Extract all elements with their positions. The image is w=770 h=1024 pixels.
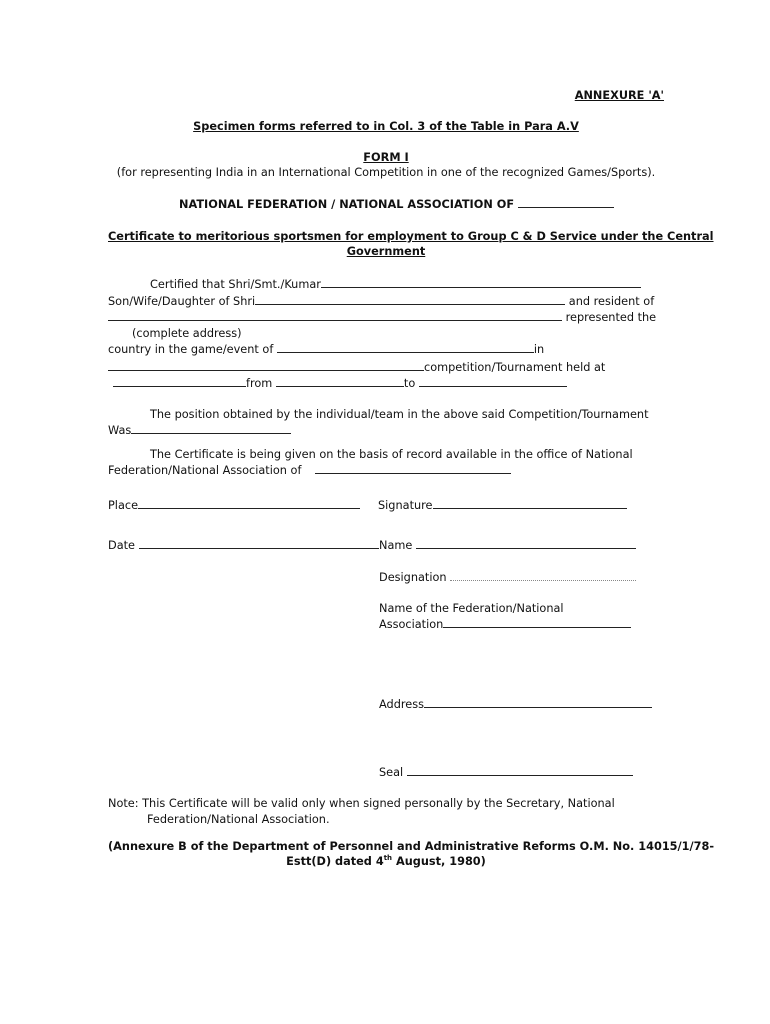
designation-line bbox=[379, 570, 636, 585]
country-line bbox=[108, 342, 544, 357]
form-subtitle: (for representing India in an International Competition in one of the recognized Games/Sports). bbox=[116, 166, 656, 179]
note-line1: Note: This Certificate will be valid only when signed personally by the Secretary, National bbox=[108, 797, 615, 810]
name-blank bbox=[416, 538, 636, 549]
date-line bbox=[108, 538, 379, 553]
federation-of-line bbox=[108, 463, 511, 478]
cert-given-text: The Certificate is being given on the basis of record available in the office of National bbox=[150, 448, 633, 461]
certificate-title-line1: Certificate to meritorious sportsmen for employment to Group C & D Service under the Central bbox=[108, 230, 714, 243]
seal-line bbox=[379, 765, 633, 780]
address-sign-blank bbox=[424, 697, 652, 708]
venue-blank bbox=[113, 376, 246, 387]
address-blank bbox=[108, 310, 562, 321]
position-text: The position obtained by the individual/team in the above said Competition/Tournament bbox=[150, 408, 649, 421]
designation-label: Designation bbox=[379, 571, 447, 584]
signature-line bbox=[378, 498, 627, 513]
address-sign-line bbox=[379, 697, 652, 712]
annexure-label: ANNEXURE 'A' bbox=[574, 89, 664, 102]
designation-blank bbox=[450, 570, 636, 581]
competition-label: competition/Tournament held at bbox=[424, 361, 606, 374]
reference-line1: (Annexure B of the Department of Personnel and Administrative Reforms O.M. No. 14015/1/78- bbox=[108, 840, 715, 853]
address-line bbox=[108, 310, 656, 325]
name-label: Name bbox=[379, 539, 413, 552]
form-title: FORM I bbox=[363, 151, 409, 164]
federation-heading bbox=[179, 197, 614, 212]
to-label: to bbox=[403, 377, 416, 390]
country-label: country in the game/event of bbox=[108, 343, 274, 356]
reference-date-suffix: th bbox=[383, 854, 393, 863]
parent-name-blank bbox=[255, 294, 565, 305]
son-of-line bbox=[108, 294, 654, 309]
date-blank bbox=[139, 538, 379, 549]
son-of-label: Son/Wife/Daughter of Shri bbox=[108, 295, 256, 308]
note-line2: Federation/National Association. bbox=[147, 813, 330, 826]
competition-blank bbox=[108, 360, 424, 371]
address-hint: (complete address) bbox=[132, 327, 242, 340]
address-sign-label: Address bbox=[379, 698, 424, 711]
date-label: Date bbox=[108, 539, 136, 552]
seal-blank bbox=[407, 765, 633, 776]
fed-name-line2 bbox=[379, 617, 631, 632]
fed-name-blank bbox=[443, 617, 631, 628]
was-label: Was bbox=[108, 424, 132, 437]
name-line bbox=[379, 538, 636, 553]
certificate-title-line2: Government bbox=[346, 245, 426, 258]
reference-date-prefix: Estt(D) dated 4 bbox=[286, 855, 384, 868]
certified-line bbox=[150, 277, 641, 292]
reference-date-rest: August, 1980) bbox=[392, 855, 486, 868]
certified-name-blank bbox=[321, 277, 641, 288]
place-line bbox=[108, 498, 360, 513]
signature-label: Signature bbox=[378, 499, 433, 512]
game-event-blank bbox=[277, 342, 534, 353]
signature-blank bbox=[433, 498, 627, 509]
position-blank bbox=[131, 423, 291, 434]
represented-label: represented the bbox=[565, 311, 657, 324]
federation-of-blank bbox=[315, 463, 511, 474]
dates-line bbox=[113, 376, 567, 391]
in-label: in bbox=[533, 343, 545, 356]
resident-label: and resident of bbox=[568, 295, 655, 308]
to-date-blank bbox=[419, 376, 567, 387]
from-label: from bbox=[246, 377, 273, 390]
federation-blank bbox=[518, 197, 614, 208]
seal-label: Seal bbox=[379, 766, 404, 779]
was-line bbox=[108, 423, 291, 438]
federation-label: NATIONAL FEDERATION / NATIONAL ASSOCIATION OF bbox=[179, 198, 515, 211]
fed-name-label: Association bbox=[379, 618, 444, 631]
competition-line bbox=[108, 360, 605, 375]
place-blank bbox=[138, 498, 360, 509]
place-label: Place bbox=[108, 499, 139, 512]
fed-name-line1: Name of the Federation/National bbox=[379, 602, 564, 615]
from-date-blank bbox=[276, 376, 404, 387]
certified-label: Certified that Shri/Smt./Kumar bbox=[150, 278, 321, 291]
federation-of-label: Federation/National Association of bbox=[108, 464, 302, 477]
specimen-heading: Specimen forms referred to in Col. 3 of the Table in Para A.V bbox=[193, 120, 579, 133]
reference-line2 bbox=[108, 854, 664, 869]
